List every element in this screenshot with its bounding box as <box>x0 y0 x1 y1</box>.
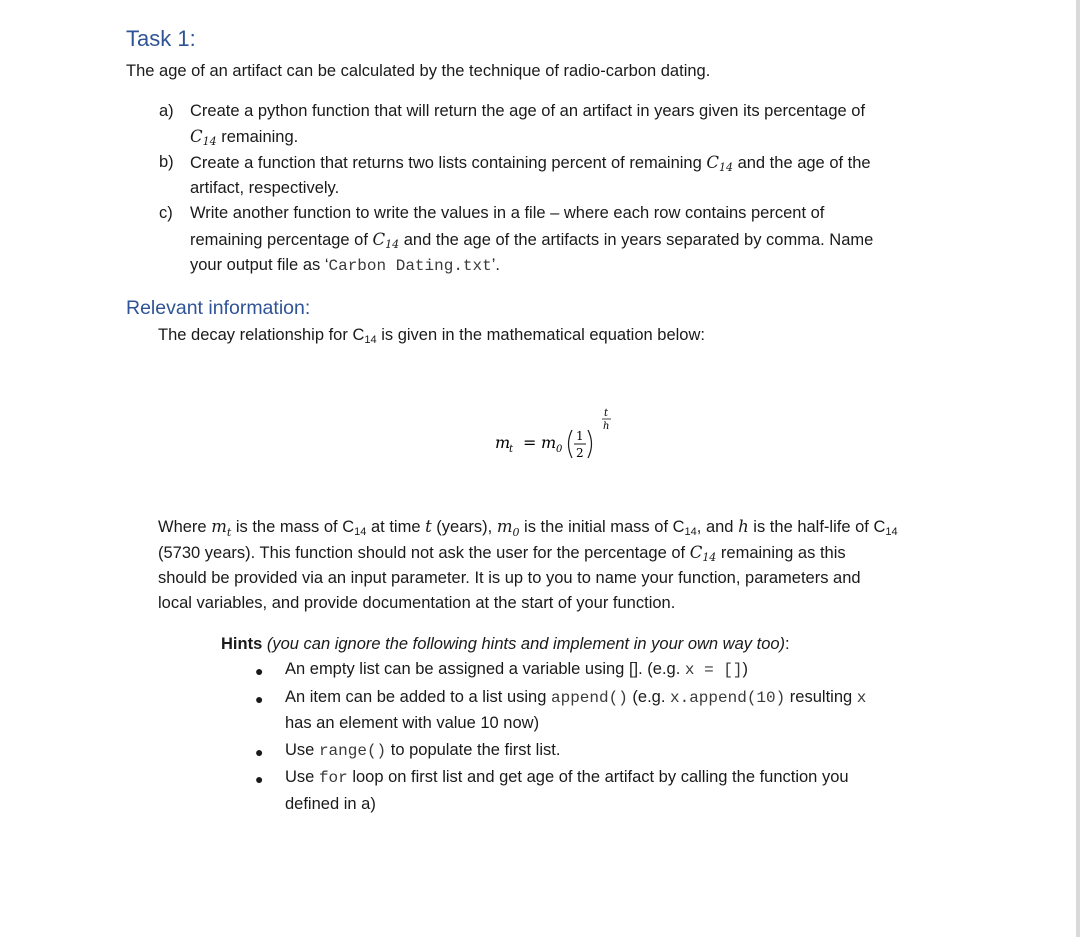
item-c-label: c) <box>159 204 173 222</box>
h-symbol: h <box>738 517 749 536</box>
decay-text: The decay relationship for $C_{14}$ is given in the mathematical equation below: <box>158 326 705 346</box>
item-a-line1: Create a python function that will return the age of an artifact in years given its percentage of <box>190 102 866 120</box>
mt-symbol: $m_t$ <box>211 517 232 539</box>
hint-4-line2: defined in a) <box>285 795 376 813</box>
hint-4: Use for loop on first list and get age of the artifact by calling the function you <box>285 768 849 787</box>
bullet-icon: ● <box>255 771 264 787</box>
item-c-line3: your output file as ‘Carbon Dating.txt’. <box>190 256 500 275</box>
where-line4: local variables, and provide documentation at the start of your function. <box>158 594 676 612</box>
output-filename: Carbon Dating.txt <box>328 257 492 275</box>
eq-equals: = <box>523 433 537 452</box>
item-b-line1: Create a function that returns two lists containing percent of remaining $C_{14}$ and the age of the <box>190 153 871 174</box>
eq-frac-num: 1 <box>576 429 584 443</box>
task-title: Task 1: <box>126 26 196 51</box>
hints-heading: Hints (you can ignore the following hints and implement in your own way too): <box>221 635 790 653</box>
eq-rhs: m <box>541 433 557 452</box>
eq-frac-den: 2 <box>576 446 584 460</box>
decay-equation <box>495 400 635 470</box>
eq-exp-den: h <box>603 421 610 432</box>
eq-lhs-sub: t <box>509 444 514 455</box>
eq-right-paren <box>588 430 592 458</box>
c14-symbol: $C_{14}$ <box>706 153 733 174</box>
t-symbol: t <box>425 517 432 536</box>
c14-symbol: $C_{14}$ <box>689 543 717 564</box>
bullet-icon: ● <box>255 663 264 679</box>
relevant-title: Relevant information: <box>126 297 311 319</box>
where-line1: Where $m_t$ is the mass of $C_{14}$ at time t (years), $m_0$ is the initial mass of $C_{14}$, and h is the half-life of $C_{14}$ <box>158 517 898 539</box>
intro-text: The age of an artifact can be calculated by the technique of radio-carbon dating. <box>126 62 711 80</box>
eq-exp-num: t <box>604 408 609 419</box>
item-b-label: b) <box>159 153 174 171</box>
item-c-line2: remaining percentage of $C_{14}$ and the age of the artifacts in years separated by comma. Name <box>190 230 874 251</box>
bullet-icon: ● <box>255 744 264 760</box>
item-a-line2: $C_{14}$ remaining. <box>190 127 299 148</box>
hint-3: Use range() to populate the first list. <box>285 741 561 760</box>
bullet-icon: ● <box>255 691 264 707</box>
hint-2-line2: has an element with value 10 now) <box>285 714 540 732</box>
hint-1: An empty list can be assigned a variable using []. (e.g. x = []) <box>285 660 748 679</box>
eq-left-paren <box>569 430 573 458</box>
eq-rhs-sub: 0 <box>556 444 563 455</box>
where-line2: (5730 years). This function should not ask the user for the percentage of $C_{14}$ remaining as this <box>158 543 846 564</box>
item-c-line1: Write another function to write the values in a file – where each row contains percent of <box>190 204 825 222</box>
item-a-label: a) <box>159 102 174 120</box>
m0-symbol: $m_0$ <box>496 517 520 539</box>
c14-symbol: $C_{14}$ <box>372 230 400 251</box>
c14-symbol: $C_{14}$ <box>190 127 217 148</box>
hint-2: An item can be added to a list using append() (e.g. x.append(10) resulting x <box>285 688 867 707</box>
page-edge <box>1076 0 1080 937</box>
item-b-line2: artifact, respectively. <box>190 179 340 197</box>
where-line3: should be provided via an input parameter. It is up to you to name your function, parameters and <box>158 569 861 587</box>
eq-lhs: m <box>495 433 511 452</box>
